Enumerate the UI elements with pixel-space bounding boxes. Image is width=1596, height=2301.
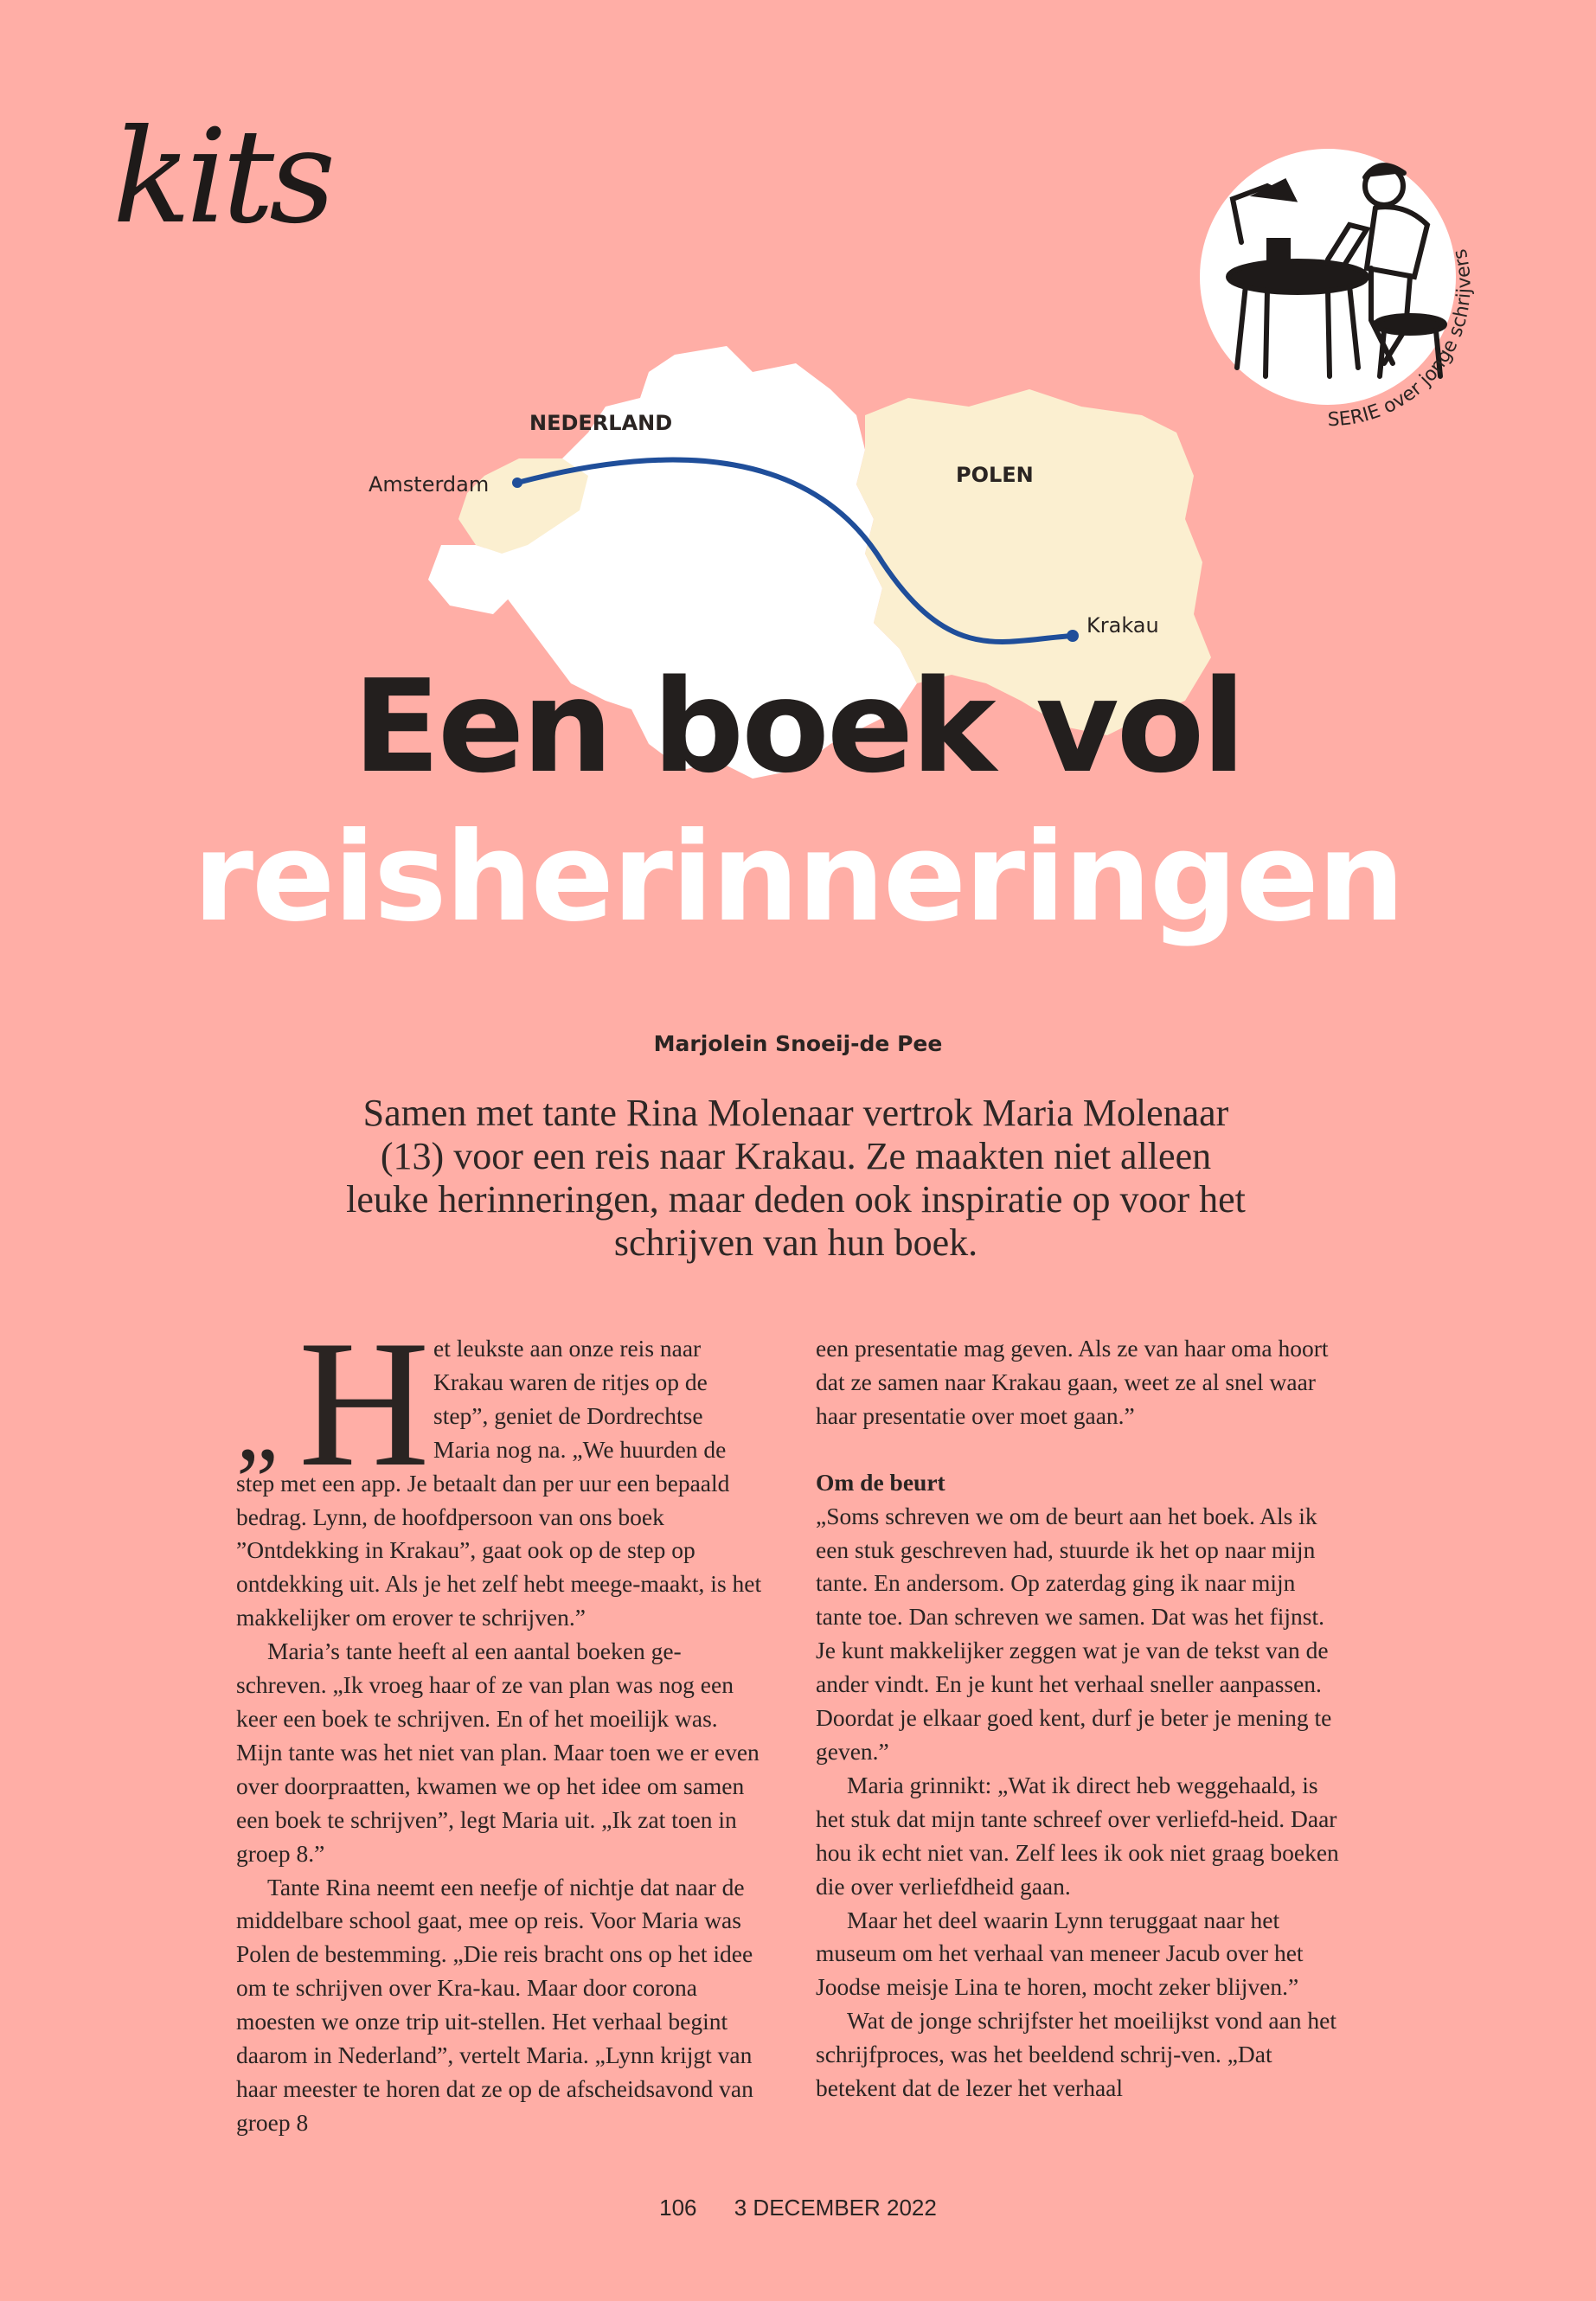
drop-cap: [236, 1304, 433, 1504]
label-amsterdam: Amsterdam: [369, 472, 490, 497]
issue-date: 3 DECEMBER 2022: [734, 2195, 937, 2221]
label-nederland: NEDERLAND: [529, 411, 673, 435]
article-paragraph: Maar het deel waarin Lynn teruggaat naar het museum om het verhaal van meneer Jacub over het Joodse meisje Lina te horen, mocht zeker blijven.”: [816, 1906, 1304, 2001]
krakau-marker: [1067, 630, 1079, 642]
headline-line-1: Een boek vol: [352, 652, 1244, 801]
series-badge: [1198, 147, 1509, 458]
badge-text: SERIE over jonge schrijvers: [1327, 247, 1476, 432]
label-polen: POLEN: [956, 463, 1034, 487]
drop-cap-quote: „: [236, 1375, 272, 1480]
article-paragraph: [236, 1304, 764, 1635]
article-column-1: [236, 1304, 764, 2140]
article-paragraph: een presentatie mag geven. Als ze van haar oma hoort dat ze samen naar Krakau gaan, weet ze al snel waar haar presentatie over moet gaan.”: [816, 1335, 1329, 1429]
article-paragraph: Maria grinnikt: „Wat ik direct heb weggehaald, is het stuk dat mijn tante schreef over verliefd-heid. Daar hou ik echt niet van. Zelf lees ik ook niet graag boeken die over verliefdheid gaan.: [816, 1771, 1339, 1900]
page-number: 106: [659, 2195, 697, 2221]
label-krakau: Krakau: [1086, 613, 1159, 638]
amsterdam-marker: [512, 478, 522, 488]
intro-lede: Samen met tante Rina Molenaar vertrok Maria Molenaar (13) voor een reis naar Krakau. Ze maakten niet alleen leuke herinneringen, maar deden ook inspiratie op voor het schrijven van hun boek.: [346, 1092, 1246, 1264]
article-paragraph: Tante Rina neemt een neefje of nichtje dat naar de middelbare school gaat, mee op reis. Voor Maria was Polen de bestemming. „Die reis bracht ons op het idee om te schrijven over Kra-kau. Maar door corona moesten we onze trip uit-stellen. Het verhaal begint daarom in Nederland”, vertelt Maria. „Lynn krijgt van haar meester te horen dat ze op de afscheidsavond van groep 8: [236, 1873, 753, 2136]
article-paragraph: Wat de jonge schrijfster het moeilijkst vond aan het schrijfproces, was het beeldend schrij-ven. „Dat betekent dat de lezer het verhaal: [816, 2007, 1336, 2102]
page-footer: [0, 2195, 1596, 2221]
subheading: Om de beurt: [816, 1468, 945, 1496]
article-paragraph: Maria’s tante heeft al een aantal boeken ge-schreven. „Ik vroeg haar of ze van plan was nog een keer een boek te schrijven. En of het moeilijk was. Mijn tante was het niet van plan. Maar toen we er even over doorpraatten, kwamen we op het idee om samen een boek te schrijven”, legt Maria uit. „Ik zat toen in groep 8.”: [236, 1638, 760, 1867]
article-paragraph: „Soms schreven we om de beurt aan het boek. Als ik een stuk geschreven had, stuurde ik het op naar mijn tante. En andersom. Op zaterdag ging ik naar mijn tante toe. Dan schreven we samen. Dat was het fijnst. Je kunt makkelijker zeggen wat je van de tekst van de ander vindt. En je kunt het verhaal sneller aanpassen. Doordat je elkaar goed kent, durf je beter je mening te geven.”: [816, 1502, 1332, 1765]
author-byline: Marjolein Snoeij-de Pee: [653, 1031, 943, 1056]
article-text: et leukste aan onze reis naar Krakau waren de ritjes op de step”, geniet de Dordrechtse Maria nog na. „We huurden de step met een app. Je betaalt dan per uur een bepaald bedrag. Lynn, de hoofdpersoon van ons boek ”Ontdekking in Krakau”, gaat ook op de step op ontdekking uit. Als je het zelf hebt meege-maakt, is het makkelijker om erover te schrijven.”: [236, 1335, 762, 1631]
drop-cap-letter: H: [298, 1304, 430, 1504]
headline-line-2: reisherinneringen: [193, 806, 1403, 949]
section-logo: kits: [112, 102, 331, 253]
article-column-2: [816, 1332, 1343, 2106]
